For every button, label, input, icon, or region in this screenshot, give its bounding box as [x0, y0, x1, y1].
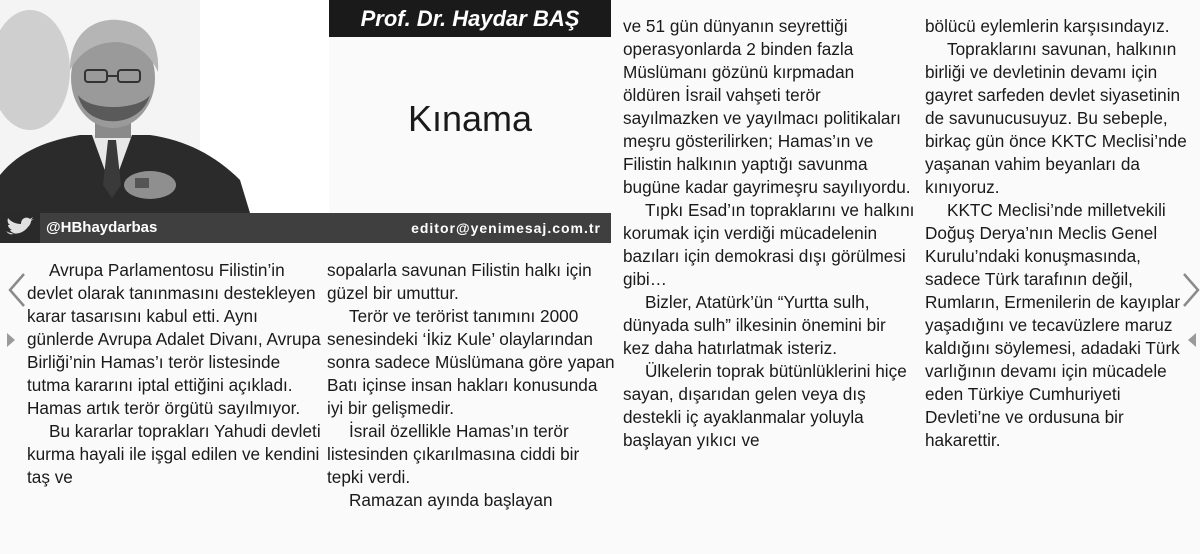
author-photo — [0, 0, 329, 213]
paragraph: Ülkelerin toprak bütünlüklerini hiçe sayan, dışarıdan gelen veya dış destekli iç ayaklanmalar yoluyla başlayan yıkıcı ve — [623, 361, 907, 450]
paragraph: Terör ve terörist tanımını 2000 senesindeki ‘İkiz Kule’ olaylarından sonra sadece Müslümana göre yapan Batı içinse insan hakları konusunda iyi bir gelişmedir. — [327, 306, 615, 418]
twitter-bird-icon[interactable] — [0, 213, 40, 243]
paragraph: Avrupa Parlamentosu Filistin’in devlet olarak tanınmasını destekleyen karar tasarısını kabul etti. Aynı günlerde Avrupa Adalet Divanı, Avrupa Birliği’nin Hamas’ı terör listesinde tutma kararını iptal ettiğini açıkladı. Hamas artık terör örgütü sayılmıyor. — [27, 260, 321, 418]
twitter-handle[interactable]: @HBhaydarbas — [46, 219, 158, 236]
text-column-3 — [623, 15, 915, 452]
chevron-right-icon[interactable] — [1180, 270, 1200, 310]
paragraph: Bizler, Atatürk’ün “Yurtta sulh, dünyada sulh” ilkesinin önemini bir kez daha hatırlatmak isteriz. — [623, 292, 886, 358]
paragraph: Topraklarını savunan, halkının birliği ve devletinin devamı için gayret sarfeden devlet siyasetinin de savunucusuyuz. Bu sebeple, birkaç gün önce KKTC Meclisi’nde yaşanan vahim beyanları da kınıyoruz. — [925, 39, 1187, 197]
paragraph: KKTC Meclisi’nde milletvekili Doğuş Derya’nın Meclis Genel Kurulu’ndaki konuşmasında, sadece Türk tarafının değil, Rumların, Ermenilerin de kayıplar yaşadığını ve tecavüzlere maruz kaldığını söylemesi, adadaki Türk varlığının devamı için mücadele eden Türkiye Cumhuriyeti Devleti’ne ve ordusuna bir hakarettir. — [925, 200, 1181, 450]
text-column-4 — [925, 15, 1200, 452]
paragraph-continued: ve 51 gün dünyanın seyrettiği operasyonlarda 2 binden fazla Müslümanı gözünü kırpmadan öldüren İsrail vahşeti terör sayılmazken ve yayılmacı politikaları meşru gösterilirken; Hamas’ın ve Filistin halkının yaptığı savunma bugüne kadar gayrimeşru sayılıyordu. — [623, 16, 911, 197]
paragraph-continued: sopalarla savunan Filistin halkı için güzel bir umuttur. — [327, 260, 592, 303]
page-edge-marker-left-icon — [5, 331, 17, 349]
paragraph-continued: bölücü eylemlerin karşısındayız. — [925, 16, 1170, 36]
editor-email[interactable]: editor@yenimesaj.com.tr — [411, 220, 601, 236]
paragraph: Ramazan ayında başlayan — [349, 490, 553, 510]
text-column-1 — [27, 259, 327, 489]
chevron-left-icon[interactable] — [6, 270, 28, 310]
paragraph: İsrail özellikle Hamas’ın terör listesinden çıkarılmasına ciddi bir tepki verdi. — [327, 421, 580, 487]
author-name: Prof. Dr. Haydar BAŞ — [360, 6, 580, 31]
author-name-bar — [329, 0, 611, 37]
social-bar — [0, 213, 611, 243]
article-headline: Kınama — [407, 98, 533, 139]
paragraph: Tıpkı Esad’ın topraklarını ve halkını korumak için verdiği mücadelenin bazıları için demokrasi dışı görülmesi gibi… — [623, 200, 915, 289]
page-edge-marker-right-icon — [1186, 331, 1198, 349]
paragraph: Bu kararlar toprakları Yahudi devleti kurma hayali ile işgal edilen ve kendini taş ve — [27, 421, 321, 487]
text-column-2 — [327, 259, 617, 512]
